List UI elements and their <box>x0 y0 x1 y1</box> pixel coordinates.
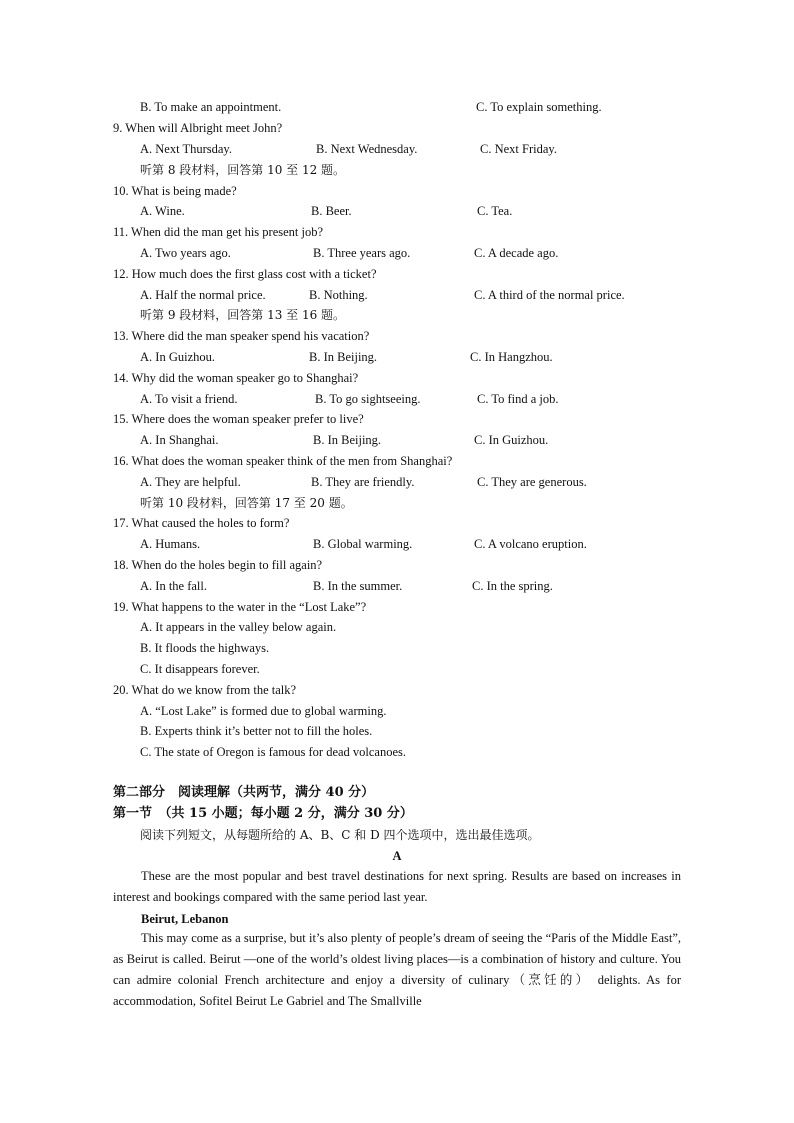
q14-stem: 14. Why did the woman speaker go to Shanghai? <box>113 371 359 385</box>
q8-option-b: B. To make an appointment. <box>140 100 282 114</box>
q12-stem: 12. How much does the first glass cost with a ticket? <box>113 267 377 281</box>
q19-stem: 19. What happens to the water in the “Lost Lake”? <box>113 600 367 614</box>
q13-option-c: C. In Hangzhou. <box>470 350 553 364</box>
q15-stem: 15. Where does the woman speaker prefer to live? <box>113 412 364 426</box>
destination-heading: Beirut, Lebanon <box>141 912 229 926</box>
q19-option-b: B. It floods the highways. <box>140 641 270 655</box>
q16-option-b: B. They are friendly. <box>311 475 415 489</box>
q11-option-c: C. A decade ago. <box>474 246 559 260</box>
q17-option-a: A. Humans. <box>140 537 201 551</box>
q11-option-a: A. Two years ago. <box>140 246 231 260</box>
q9-option-c: C. Next Friday. <box>480 142 557 156</box>
q10-option-b: B. Beer. <box>311 204 352 218</box>
q18-option-b: B. In the summer. <box>313 579 403 593</box>
destination-paragraph: This may come as a surprise, but it’s also plenty of people’s dream of seeing the “Paris of the Middle East”, as Beirut is called. Beirut —one of the world’s oldest living places—is a combination of history and culture. You can admire colonial French architecture and enjoy a diversity of culinary（烹饪的） delights. As for accommodation, Sofitel Beirut Le Gabriel and The Smallville <box>113 931 681 1008</box>
q8-option-c: C. To explain something. <box>476 100 602 114</box>
q17-option-c: C. A volcano eruption. <box>474 537 587 551</box>
q20-option-a: A. “Lost Lake” is formed due to global warming. <box>140 704 387 718</box>
passage-intro: These are the most popular and best travel destinations for next spring. Results are based on increases in interest and bookings compared with the same period last year. <box>113 869 681 904</box>
q14-option-c: C. To find a job. <box>477 392 559 406</box>
q13-option-a: A. In Guizhou. <box>140 350 215 364</box>
instruction-8: 听第 8 段材料，回答第 10 至 12 题。 <box>140 163 346 177</box>
instruction-10: 听第 10 段材料，回答第 17 至 20 题。 <box>140 496 353 510</box>
q13-option-b: B. In Beijing. <box>309 350 378 364</box>
q12-option-a: A. Half the normal price. <box>140 288 266 302</box>
q11-stem: 11. When did the man get his present job? <box>113 225 324 239</box>
reading-instruction: 阅读下列短文，从每题所给的 A、B、C 和 D 四个选项中，选出最佳选项。 <box>140 828 540 842</box>
q9-option-b: B. Next Wednesday. <box>316 142 418 156</box>
q15-option-b: B. In Beijing. <box>313 433 382 447</box>
q16-option-c: C. They are generous. <box>477 475 587 489</box>
q20-stem: 20. What do we know from the talk? <box>113 683 297 697</box>
q12-option-c: C. A third of the normal price. <box>474 288 625 302</box>
q9-stem: 9. When will Albright meet John? <box>113 121 283 135</box>
q19-option-c: C. It disappears forever. <box>140 662 260 676</box>
q16-option-a: A. They are helpful. <box>140 475 241 489</box>
q17-option-b: B. Global warming. <box>313 537 413 551</box>
passage-label: A <box>392 849 402 863</box>
q10-option-c: C. Tea. <box>477 204 513 218</box>
q19-option-a: A. It appears in the valley below again. <box>140 620 337 634</box>
q12-option-b: B. Nothing. <box>309 288 368 302</box>
q20-option-c: C. The state of Oregon is famous for dead volcanoes. <box>140 745 407 759</box>
q15-option-c: C. In Guizhou. <box>474 433 549 447</box>
q16-stem: 16. What does the woman speaker think of the men from Shanghai? <box>113 454 453 468</box>
q15-option-a: A. In Shanghai. <box>140 433 219 447</box>
q18-option-a: A. In the fall. <box>140 579 207 593</box>
instruction-9: 听第 9 段材料，回答第 13 至 16 题。 <box>140 308 346 322</box>
q14-option-b: B. To go sightseeing. <box>315 392 421 406</box>
section1-title: 第一节 （共 15 小题；每小题 2 分，满分 30 分） <box>113 806 413 821</box>
q18-option-c: C. In the spring. <box>472 579 553 593</box>
q20-option-b: B. Experts think it’s better not to fill the holes. <box>140 724 373 738</box>
q18-stem: 18. When do the holes begin to fill again? <box>113 558 323 572</box>
part2-title: 第二部分 阅读理解（共两节，满分 40 分） <box>113 785 375 800</box>
q14-option-a: A. To visit a friend. <box>140 392 238 406</box>
q9-option-a: A. Next Thursday. <box>140 142 232 156</box>
q17-stem: 17. What caused the holes to form? <box>113 516 290 530</box>
q13-stem: 13. Where did the man speaker spend his vacation? <box>113 329 370 343</box>
q10-stem: 10. What is being made? <box>113 184 237 198</box>
q10-option-a: A. Wine. <box>140 204 185 218</box>
q11-option-b: B. Three years ago. <box>313 246 411 260</box>
